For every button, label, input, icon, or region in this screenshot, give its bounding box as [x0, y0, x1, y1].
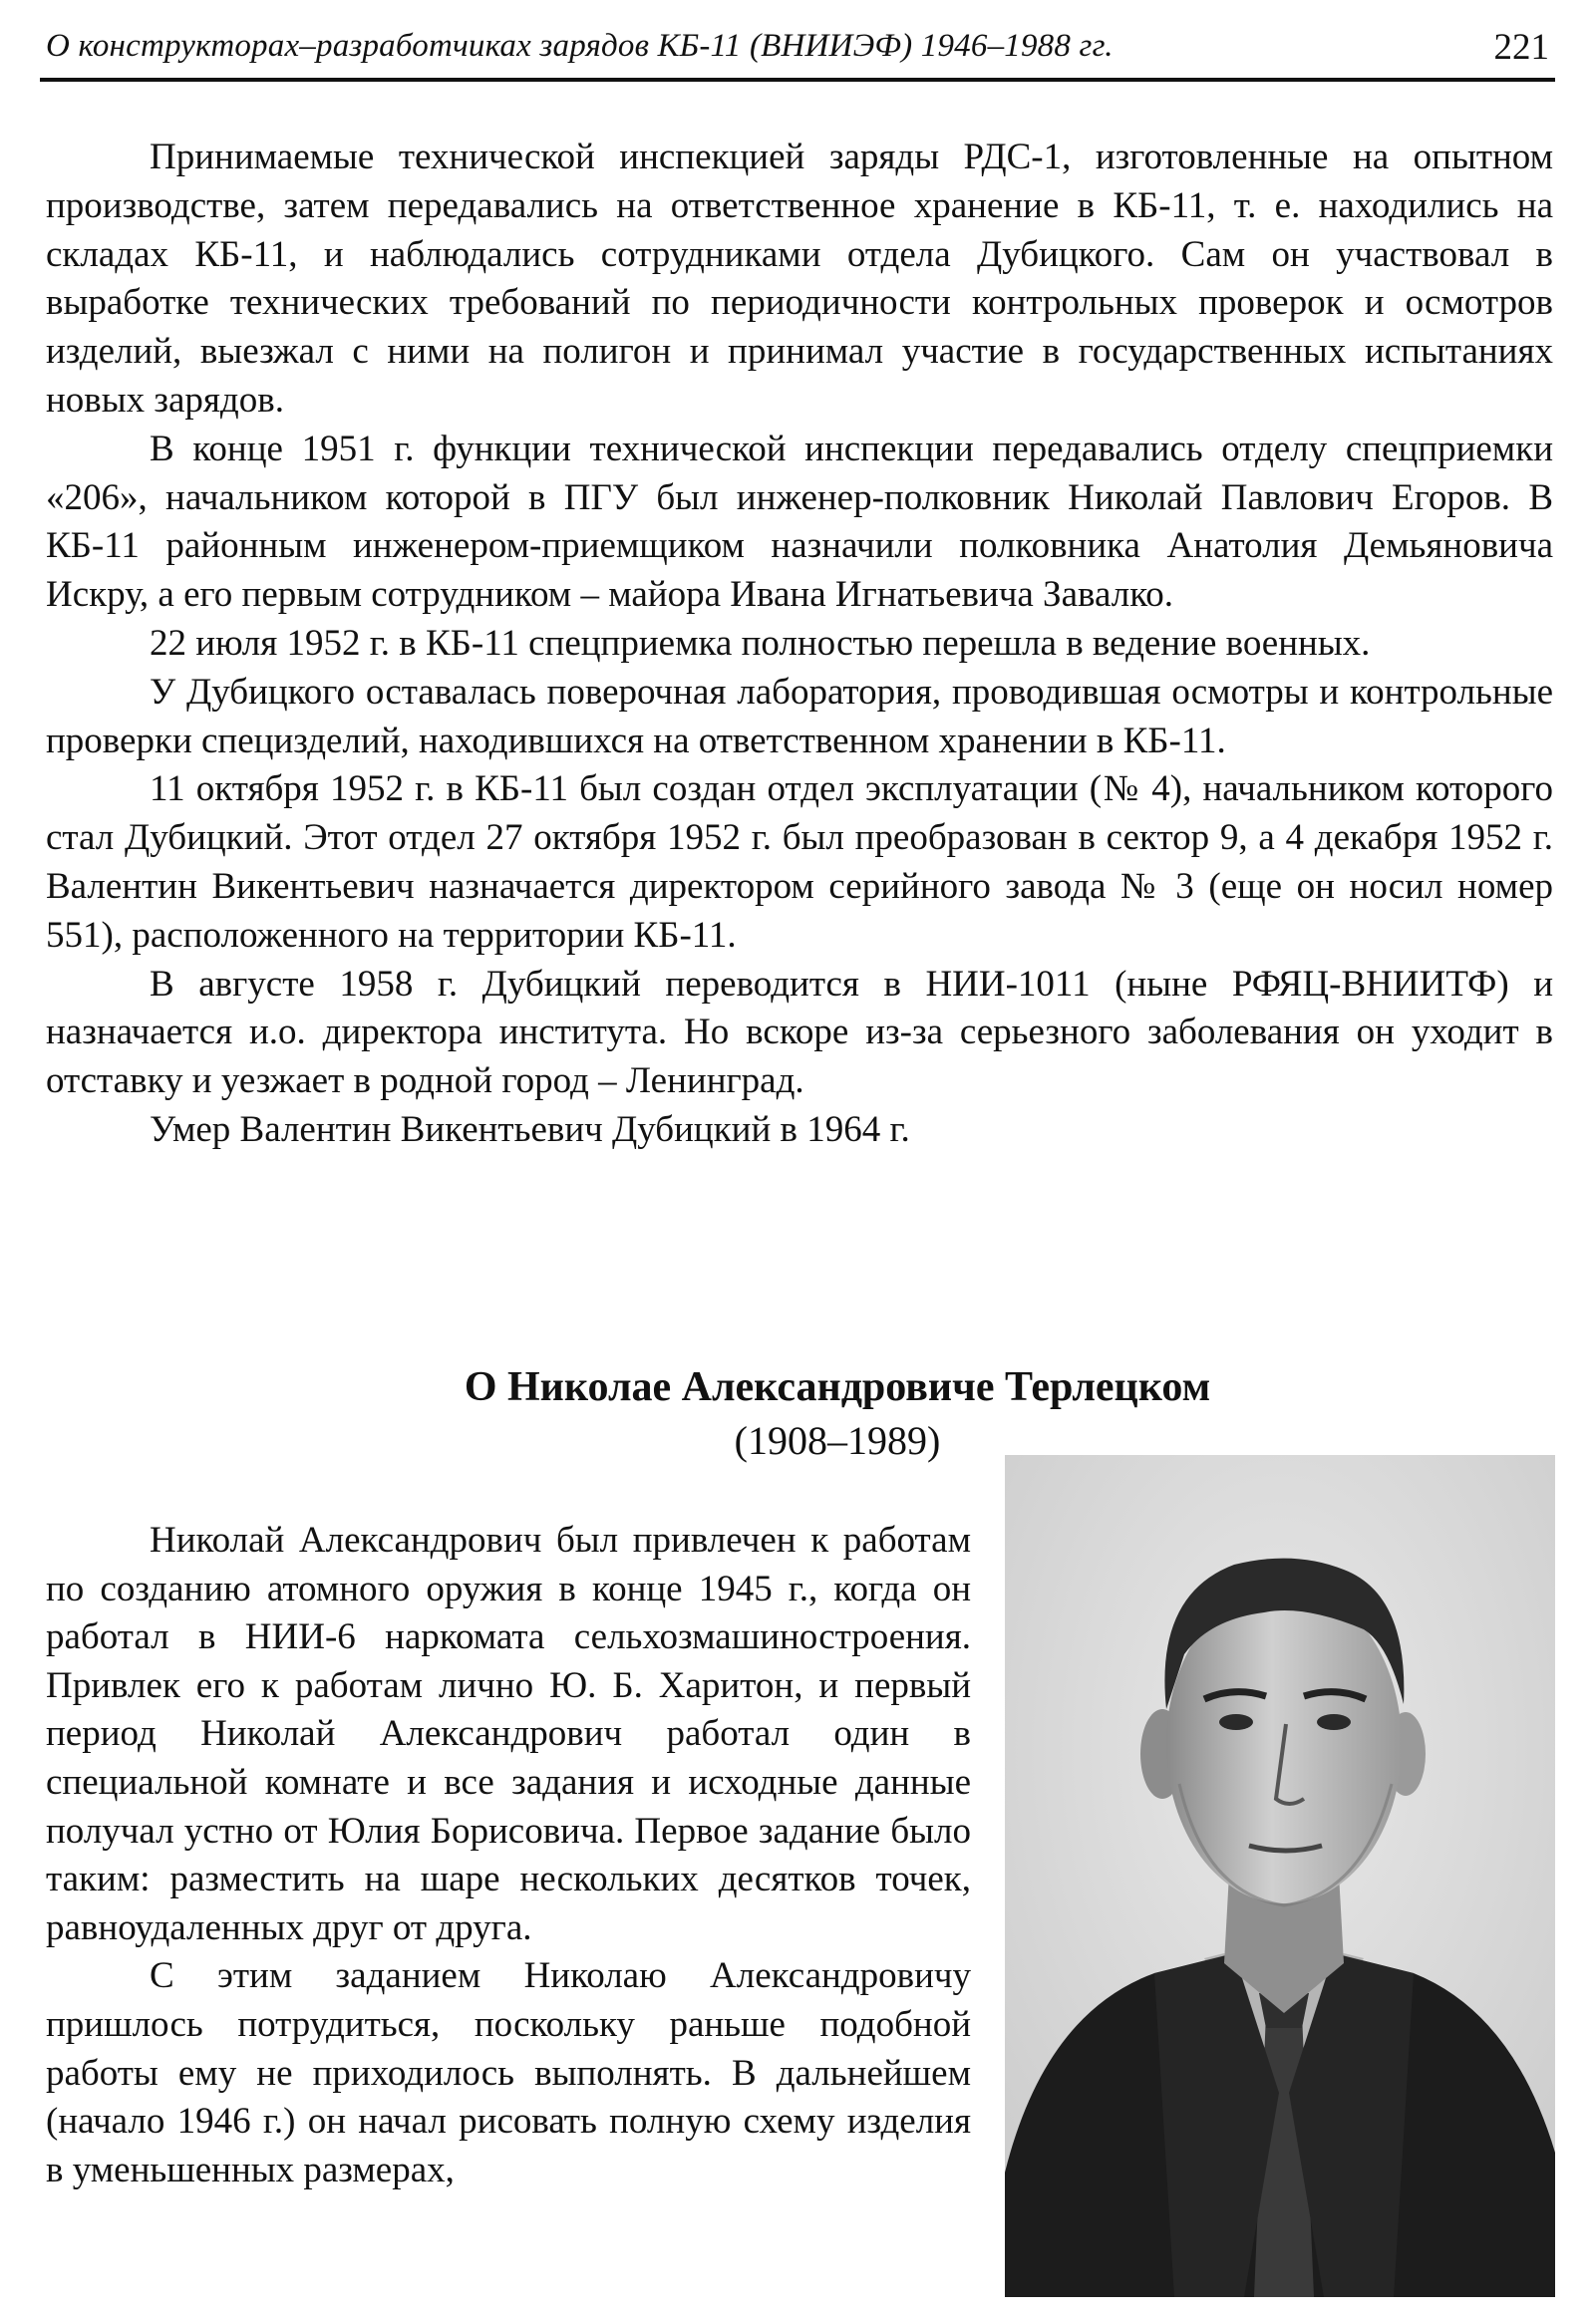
running-title: О конструкторах–разработчиках зарядов КБ-11 (ВНИИЭФ) 1946–1988 гг. — [46, 28, 1114, 64]
paragraph: У Дубицкого оставалась поверочная лаборатория, проводившая осмотры и контрольные проверки специзделий, находившихся на ответственном хранении в КБ-11. — [46, 671, 1553, 761]
paragraph: В конце 1951 г. функции технической инспекции передавались отделу спецприемки «206», начальником которой в ПГУ был инженер-полковник Николай Павлович Егоров. В КБ-11 районным инженером-приемщиком назначили полковника Анатолия Демьяновича Искру, а его первым сотрудником – майора Ивана Игнатьевича Завалко. — [46, 428, 1553, 616]
header-rule — [40, 78, 1555, 82]
portrait-photo — [1005, 1455, 1555, 2297]
paragraph: В августе 1958 г. Дубицкий переводится в НИИ-1011 (ныне РФЯЦ-ВНИИТФ) и назначается и.о. директора института. Но вскоре из-за серьезного заболевания он уходит в отставку и уезжает в родной город – Ленинград. — [46, 963, 1553, 1102]
life-dates: (1908–1989) — [734, 1418, 941, 1463]
section-text — [46, 1517, 971, 2194]
section-title: О Николае Александровиче Терлецком — [464, 1364, 1211, 1410]
page-number: 221 — [1493, 27, 1549, 68]
section-heading — [0, 1359, 1595, 1467]
paragraph: 22 июля 1952 г. в КБ-11 спецприемка полностью перешла в ведение военных. — [150, 622, 1371, 664]
paragraph: 11 октября 1952 г. в КБ-11 был создан отдел эксплуатации (№ 4), начальником которого стал Дубицкий. Этот отдел 27 октября 1952 г. был преобразован в сектор 9, а 4 декабря 1952 г. Валентин Викентьевич назначается директором серийного завода № 3 (еще он носил номер 551), расположенного на территории КБ-11. — [46, 768, 1553, 956]
paragraph: С этим заданием Николаю Александровичу пришлось потрудиться, поскольку раньше подобной работы ему не приходилось выполнять. В дальнейшем (начало 1946 г.) он начал рисовать полную схему изделия в уменьшенных размерах, — [46, 1955, 971, 2190]
main-text — [46, 134, 1553, 1155]
paragraph: Умер Валентин Викентьевич Дубицкий в 1964 г. — [150, 1108, 910, 1150]
paragraph: Принимаемые технической инспекцией заряды РДС-1, изготовленные на опытном производстве, затем передавались на ответственное хранение в КБ-11, т. е. находились на складах КБ-11, и наблюдались сотрудниками отдела Дубицкого. Сам он участвовал в выработке технических требований по периодичности контрольных проверок и осмотров изделий, выезжал с ними на полигон и принимал участие в государственных испытаниях новых зарядов. — [46, 137, 1553, 421]
portrait-illustration — [1005, 1455, 1555, 2297]
running-head — [40, 22, 1555, 86]
paragraph: Николай Александрович был привлечен к работам по созданию атомного оружия в конце 1945 г., когда он работал в НИИ-6 наркомата сельхозмашиностроения. Привлек его к работам лично Ю. Б. Харитон, и первый период Николай Александрович работал один в специальной комнате и все задания и исходные данные получал устно от Юлия Борисовича. Первое задание было таким: разместить на шаре нескольких десятков точек, равноудаленных друг от друга. — [46, 1520, 971, 1948]
